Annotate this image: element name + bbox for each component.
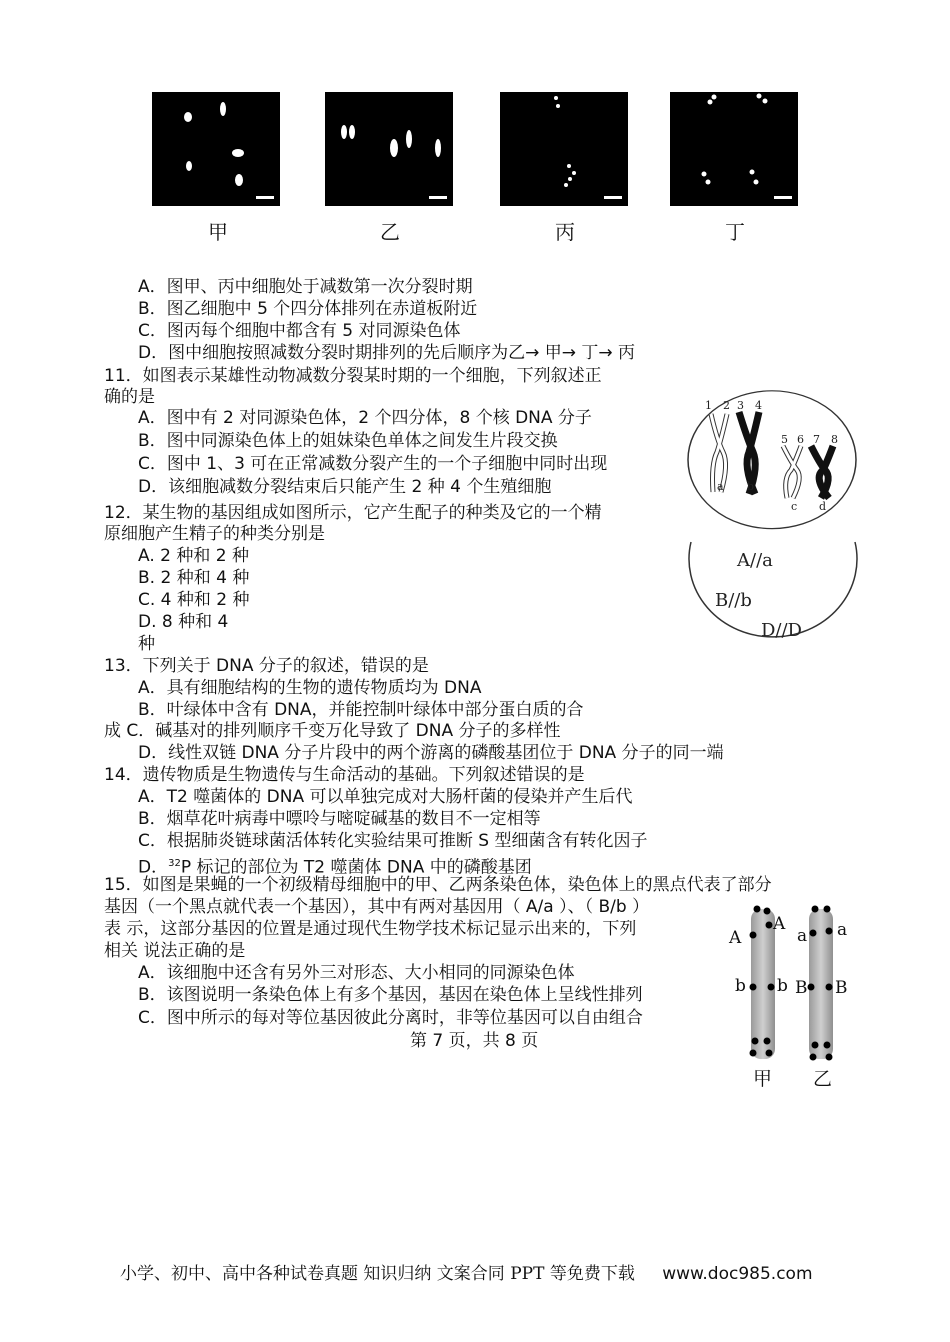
gene-pairs-figure: [683, 540, 863, 680]
footer-url[interactable]: www.doc985.com: [662, 1264, 813, 1284]
gene-label-A-upper: A: [773, 914, 786, 934]
q15-option-b: B．该图说明一条染色体上有多个基因，基因在染色体上呈线性排列: [138, 985, 643, 1005]
q12-option-b: B. 2 种和 4 种: [138, 568, 250, 588]
fig-letter-c: c: [791, 500, 798, 513]
q12-option-a: A. 2 种和 2 种: [138, 546, 249, 566]
fig-num-3: 3: [737, 399, 744, 412]
fig-num-5: 5: [781, 433, 788, 446]
gene-pair-aa: A//a: [737, 550, 773, 571]
fig-num-6: 6: [797, 433, 804, 446]
q15-stem-4: 相关 说法正确的是: [104, 941, 246, 961]
q14-option-d-prefix: D．: [138, 857, 169, 878]
micrograph-label-ding: 丁: [725, 220, 745, 244]
micrograph-label-jia: 甲: [208, 220, 228, 244]
fig-num-8: 8: [831, 433, 838, 446]
q11-stem: 11．如图表示某雄性动物减数分裂某时期的一个细胞，下列叙述正: [104, 366, 602, 386]
q15-stem-1: 15．如图是果蝇的一个初级精母细胞中的甲、乙两条染色体，染色体上的黑点代表了部分: [104, 875, 772, 895]
q13-line-4: D．线性双链 DNA 分子片段中的两个游离的磷酸基团位于 DNA 分子的同一端: [138, 743, 724, 763]
q13-stem: 13．下列关于 DNA 分子的叙述，错误的是: [104, 656, 429, 676]
q10-option-c: C．图丙每个细胞中都含有 5 对同源染色体: [138, 321, 461, 341]
fig-num-7: 7: [813, 433, 820, 446]
q15-stem-3: 表 示，这部分基因的位置是通过现代生物学技术标记显示出来的，下列: [104, 919, 637, 939]
fig-num-1: 1: [705, 399, 712, 412]
q11-stem-cont: 确的是: [104, 387, 155, 407]
gene-label-a-right: a: [837, 920, 848, 940]
q11-option-d: D．该细胞减数分裂结束后只能产生 2 种 4 个生殖细胞: [138, 477, 552, 497]
q10-option-a: A．图甲、丙中细胞处于减数第一次分裂时期: [138, 277, 473, 297]
micrograph-jia: [152, 92, 280, 206]
page-number: 第 7 页，共 8 页: [410, 1031, 539, 1051]
gene-label-B-right: B: [835, 978, 848, 998]
gene-pair-bb: B//b: [715, 590, 752, 611]
q12-option-c: C. 4 种和 2 种: [138, 590, 250, 610]
q14-option-a: A．T2 噬菌体的 DNA 可以单独完成对大肠杆菌的侵染并产生后代: [138, 787, 633, 807]
micrograph-ding: [670, 92, 798, 206]
q10-option-b: B．图乙细胞中 5 个四分体排列在赤道板附近: [138, 299, 478, 319]
micrograph-label-yi: 乙: [380, 220, 400, 244]
cell-tetrad-figure: [683, 390, 863, 530]
q14-option-d-text: P 标记的部位为 T2 噬菌体 DNA 中的磷酸基团: [180, 857, 532, 878]
chromosome-label-yi: 乙: [813, 1068, 833, 1090]
q14-option-b: B．烟草花叶病毒中嘌呤与嘧啶碱基的数目不一定相等: [138, 809, 541, 829]
gene-label-A-lower: A: [729, 928, 742, 948]
footer: [120, 1259, 813, 1284]
q13-line-1: A．具有细胞结构的生物的遗传物质均为 DNA: [138, 678, 482, 698]
q15-stem-2: 基因（一个黑点就代表一个基因），其中有两对基因用（ A/a ）、（ B/b ）: [104, 897, 650, 917]
q12-option-d: D. 8 种和 4: [138, 612, 229, 632]
gene-pair-dd: D//D: [761, 620, 802, 641]
q12-stem: 12．某生物的基因组成如图所示，它产生配子的种类及它的一个精: [104, 503, 602, 523]
q14-option-d-isotope: 32: [168, 858, 181, 869]
q12-option-d-cont: 种: [138, 634, 155, 654]
q14-option-c: C．根据肺炎链球菌活体转化实验结果可推断 S 型细菌含有转化因子: [138, 831, 648, 851]
fig-letter-a: a: [717, 480, 724, 493]
fig-num-2: 2: [723, 399, 730, 412]
fig-num-4: 4: [755, 399, 762, 412]
q11-option-b: B．图中同源染色体上的姐妹染色单体之间发生片段交换: [138, 431, 558, 451]
q13-line-3: 成 C．碱基对的排列顺序千变万化导致了 DNA 分子的多样性: [104, 721, 561, 741]
gene-label-a-left: a: [797, 926, 808, 946]
micrograph-label-bing: 丙: [555, 220, 575, 244]
q11-option-a: A．图中有 2 对同源染色体，2 个四分体，8 个核 DNA 分子: [138, 408, 592, 428]
q11-option-c: C．图中 1、3 可在正常减数分裂产生的一个子细胞中同时出现: [138, 454, 608, 474]
q14-stem: 14．遗传物质是生物遗传与生命活动的基础。下列叙述错误的是: [104, 765, 585, 785]
micrograph-yi: [325, 92, 453, 206]
gene-label-b-right: b: [777, 976, 788, 996]
fig-letter-d: d: [819, 500, 827, 513]
q13-line-2: B．叶绿体中含有 DNA，并能控制叶绿体中部分蛋白质的合: [138, 700, 584, 720]
q12-stem-cont: 原细胞产生精子的种类分别是: [104, 524, 325, 544]
fig-letter-b: b: [747, 480, 755, 493]
fruitfly-chromosome-figure: [715, 895, 865, 1095]
q10-option-d: D．图中细胞按照减数分裂时期排列的先后顺序为乙→ 甲→ 丁→ 丙: [138, 343, 636, 363]
footer-text: 小学、初中、高中各种试卷真题 知识归纳 文案合同 PPT 等免费下载: [120, 1264, 635, 1284]
q15-option-c: C．图中所示的每对等位基因彼此分离时，非等位基因可以自由组合: [138, 1008, 643, 1028]
gene-label-B-left: B: [795, 978, 808, 998]
q15-option-a: A．该细胞中还含有另外三对形态、大小相同的同源染色体: [138, 963, 575, 983]
chromosome-label-jia: 甲: [753, 1068, 773, 1090]
gene-label-b-left: b: [735, 976, 746, 996]
micrograph-bing: [500, 92, 628, 206]
